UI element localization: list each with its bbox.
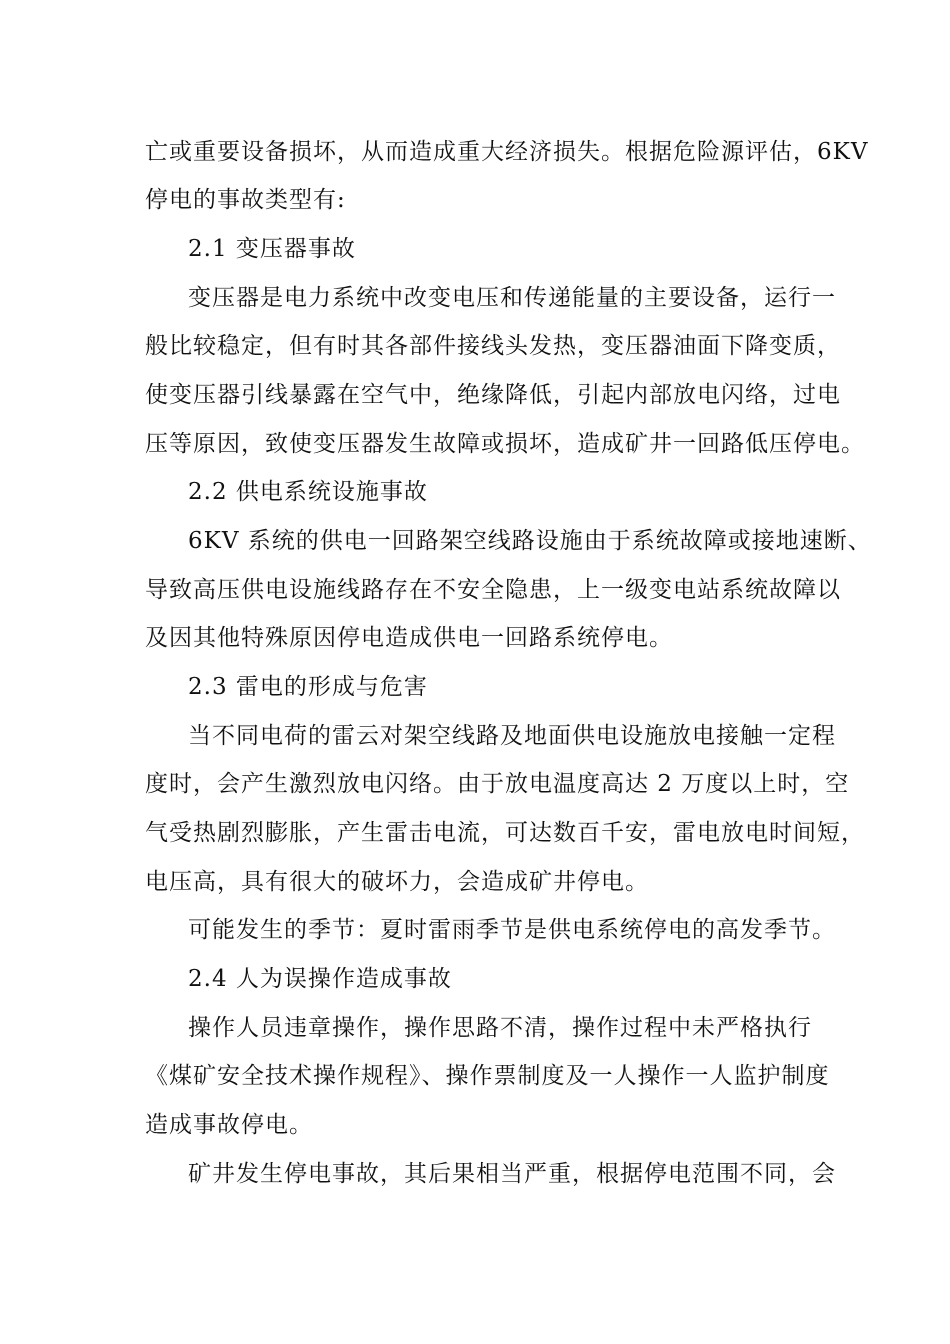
section-heading-2-3: 2.3 雷电的形成与危害 (188, 674, 428, 700)
body-text-line: 导致高压供电设施线路存在不安全隐患，上一级变电站系统故障以 (145, 577, 841, 603)
body-text-line: 电压高，具有很大的破坏力，会造成矿井停电。 (145, 869, 649, 895)
body-text-line: 当不同电荷的雷云对架空线路及地面供电设施放电接触一定程 (188, 723, 836, 749)
section-heading-2-1: 2.1 变压器事故 (188, 236, 356, 262)
section-heading-2-2: 2.2 供电系统设施事故 (188, 479, 428, 505)
section-heading-2-4: 2.4 人为误操作造成事故 (188, 966, 452, 992)
body-text-line: 度时，会产生激烈放电闪络。由于放电温度高达 2 万度以上时，空 (145, 771, 850, 797)
body-text-line: 及因其他特殊原因停电造成供电一回路系统停电。 (145, 625, 673, 651)
body-text-line: 变压器是电力系统中改变电压和传递能量的主要设备，运行一 (188, 285, 836, 311)
body-text-line: 《煤矿安全技术操作规程》、操作票制度及一人操作一人监护制度 (145, 1063, 830, 1089)
body-text-line: 可能发生的季节：夏时雷雨季节是供电系统停电的高发季节。 (188, 917, 836, 943)
body-text-line: 矿井发生停电事故，其后果相当严重，根据停电范围不同，会 (188, 1161, 836, 1187)
body-text-line: 造成事故停电。 (145, 1112, 313, 1138)
body-text-line: 停电的事故类型有: (145, 187, 346, 213)
body-text-line: 6KV 系统的供电一回路架空线路设施由于系统故障或接地速断、 (188, 528, 872, 554)
body-text-line: 般比较稳定，但有时其各部件接线头发热，变压器油面下降变质， (145, 333, 841, 359)
body-text-line: 亡或重要设备损坏，从而造成重大经济损失。根据危险源评估，6KV (145, 139, 869, 165)
body-text-line: 操作人员违章操作，操作思路不清，操作过程中未严格执行 (188, 1015, 812, 1041)
body-text-line: 气受热剧烈膨胀，产生雷击电流，可达数百千安，雷电放电时间短， (145, 820, 865, 846)
body-text-line: 使变压器引线暴露在空气中，绝缘降低，引起内部放电闪络，过电 (145, 382, 841, 408)
body-text-line: 压等原因，致使变压器发生故障或损坏，造成矿井一回路低压停电。 (145, 431, 865, 457)
